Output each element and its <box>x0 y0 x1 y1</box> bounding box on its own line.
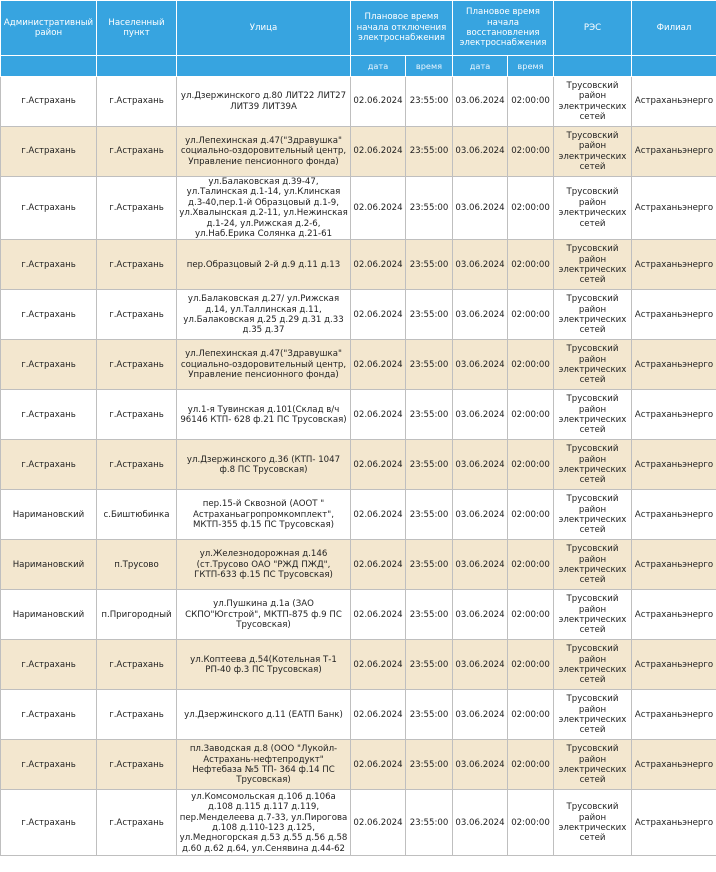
district-cell: г.Астрахань <box>1 390 97 440</box>
header-branch: Филиал <box>632 1 716 56</box>
on-time-cell: 02:00:00 <box>508 590 554 640</box>
street-cell: ул.Лепехинская д.47("Здравушка" социально-оздоровительный центр, Управление пенсионного фонда) <box>177 127 351 177</box>
res-cell: Трусовский район электрических сетей <box>554 240 632 290</box>
subheader-empty <box>177 56 351 77</box>
subheader-empty <box>632 56 716 77</box>
district-cell: г.Астрахань <box>1 640 97 690</box>
off-time-cell: 23:55:00 <box>406 127 453 177</box>
locality-cell: с.Биштюбинка <box>97 490 177 540</box>
locality-cell: п.Пригородный <box>97 590 177 640</box>
district-cell: г.Астрахань <box>1 740 97 790</box>
street-cell: ул.Дзержинского д.11 (ЕАТП Банк) <box>177 690 351 740</box>
branch-cell: Астраханьэнерго <box>632 77 716 127</box>
street-cell: ул.Дзержинского д.36 (КТП- 1047 ф.8 ПС Трусовская) <box>177 440 351 490</box>
table-row <box>1 590 716 640</box>
subheader-empty <box>97 56 177 77</box>
branch-cell: Астраханьэнерго <box>632 127 716 177</box>
branch-cell: Астраханьэнерго <box>632 290 716 340</box>
off-time-cell: 23:55:00 <box>406 690 453 740</box>
district-cell: г.Астрахань <box>1 790 97 856</box>
locality-cell: г.Астрахань <box>97 740 177 790</box>
off-date-cell: 02.06.2024 <box>351 690 406 740</box>
off-time-cell: 23:55:00 <box>406 490 453 540</box>
subheader-empty <box>1 56 97 77</box>
table-row <box>1 77 716 127</box>
branch-cell: Астраханьэнерго <box>632 590 716 640</box>
district-cell: г.Астрахань <box>1 77 97 127</box>
on-time-cell: 02:00:00 <box>508 127 554 177</box>
off-time-cell: 23:55:00 <box>406 290 453 340</box>
header-street: Улица <box>177 1 351 56</box>
header-res: РЭС <box>554 1 632 56</box>
on-date-cell: 03.06.2024 <box>453 490 508 540</box>
table-row <box>1 540 716 590</box>
res-cell: Трусовский район электрических сетей <box>554 290 632 340</box>
off-date-cell: 02.06.2024 <box>351 390 406 440</box>
branch-cell: Астраханьэнерго <box>632 177 716 240</box>
res-cell: Трусовский район электрических сетей <box>554 340 632 390</box>
res-cell: Трусовский район электрических сетей <box>554 790 632 856</box>
branch-cell: Астраханьэнерго <box>632 440 716 490</box>
table-row <box>1 240 716 290</box>
street-cell: пл.Заводская д.8 (ООО "Лукойл-Астрахань-нефтепродукт" Нефтебаза №5 ТП- 364 ф.14 ПС Трусовская) <box>177 740 351 790</box>
district-cell: г.Астрахань <box>1 240 97 290</box>
on-time-cell: 02:00:00 <box>508 540 554 590</box>
res-cell: Трусовский район электрических сетей <box>554 640 632 690</box>
street-cell: ул.Балаковская д.27/ ул.Рижская д.14, ул.Таллинская д.11, ул.Балаковская д.25 д.29 д.31 д.33 д.35 д.37 <box>177 290 351 340</box>
on-time-cell: 02:00:00 <box>508 290 554 340</box>
res-cell: Трусовский район электрических сетей <box>554 177 632 240</box>
res-cell: Трусовский район электрических сетей <box>554 77 632 127</box>
off-date-cell: 02.06.2024 <box>351 127 406 177</box>
district-cell: г.Астрахань <box>1 340 97 390</box>
street-cell: ул.Коптеева д.54(Котельная Т-1 РП-40 ф.3 ПС Трусовская) <box>177 640 351 690</box>
on-date-cell: 03.06.2024 <box>453 177 508 240</box>
on-date-cell: 03.06.2024 <box>453 440 508 490</box>
on-time-cell: 02:00:00 <box>508 790 554 856</box>
branch-cell: Астраханьэнерго <box>632 390 716 440</box>
res-cell: Трусовский район электрических сетей <box>554 590 632 640</box>
on-time-cell: 02:00:00 <box>508 340 554 390</box>
street-cell: ул.Дзержинского д.80 ЛИТ22 ЛИТ27 ЛИТ39 ЛИТ39А <box>177 77 351 127</box>
on-date-cell: 03.06.2024 <box>453 240 508 290</box>
header-off-time: Плановое время начала отключения электроснабжения <box>351 1 453 56</box>
subheader-on-date: дата <box>453 56 508 77</box>
off-time-cell: 23:55:00 <box>406 440 453 490</box>
locality-cell: г.Астрахань <box>97 340 177 390</box>
off-time-cell: 23:55:00 <box>406 390 453 440</box>
off-date-cell: 02.06.2024 <box>351 440 406 490</box>
table-row <box>1 640 716 690</box>
locality-cell: г.Астрахань <box>97 127 177 177</box>
locality-cell: г.Астрахань <box>97 640 177 690</box>
subheader-off-time: время <box>406 56 453 77</box>
district-cell: г.Астрахань <box>1 177 97 240</box>
header-locality: Населенный пункт <box>97 1 177 56</box>
table-row <box>1 440 716 490</box>
off-time-cell: 23:55:00 <box>406 240 453 290</box>
table-body <box>1 77 716 856</box>
off-time-cell: 23:55:00 <box>406 790 453 856</box>
locality-cell: г.Астрахань <box>97 390 177 440</box>
res-cell: Трусовский район электрических сетей <box>554 440 632 490</box>
table-row <box>1 490 716 540</box>
on-time-cell: 02:00:00 <box>508 490 554 540</box>
subheader-off-date: дата <box>351 56 406 77</box>
off-date-cell: 02.06.2024 <box>351 490 406 540</box>
table-header <box>1 1 716 77</box>
off-date-cell: 02.06.2024 <box>351 340 406 390</box>
on-date-cell: 03.06.2024 <box>453 790 508 856</box>
off-date-cell: 02.06.2024 <box>351 790 406 856</box>
off-date-cell: 02.06.2024 <box>351 290 406 340</box>
on-date-cell: 03.06.2024 <box>453 390 508 440</box>
res-cell: Трусовский район электрических сетей <box>554 740 632 790</box>
street-cell: пер.15-й Сквозной (АООТ " Астраханьагропромкомплект", МКТП-355 ф.15 ПС Трусовская) <box>177 490 351 540</box>
street-cell: ул.Железнодорожная д.146 (ст.Трусово ОАО "РЖД ПЖД", ГКТП-633 ф.15 ПС Трусовская) <box>177 540 351 590</box>
header-district: Административный район <box>1 1 97 56</box>
district-cell: г.Астрахань <box>1 440 97 490</box>
table-row <box>1 127 716 177</box>
locality-cell: п.Трусово <box>97 540 177 590</box>
branch-cell: Астраханьэнерго <box>632 240 716 290</box>
on-time-cell: 02:00:00 <box>508 640 554 690</box>
on-time-cell: 02:00:00 <box>508 240 554 290</box>
on-date-cell: 03.06.2024 <box>453 640 508 690</box>
on-date-cell: 03.06.2024 <box>453 290 508 340</box>
on-date-cell: 03.06.2024 <box>453 540 508 590</box>
district-cell: Наримановский <box>1 540 97 590</box>
off-time-cell: 23:55:00 <box>406 540 453 590</box>
off-time-cell: 23:55:00 <box>406 177 453 240</box>
subheader-empty <box>554 56 632 77</box>
off-time-cell: 23:55:00 <box>406 340 453 390</box>
locality-cell: г.Астрахань <box>97 177 177 240</box>
off-time-cell: 23:55:00 <box>406 740 453 790</box>
off-time-cell: 23:55:00 <box>406 640 453 690</box>
on-time-cell: 02:00:00 <box>508 690 554 740</box>
branch-cell: Астраханьэнерго <box>632 640 716 690</box>
on-date-cell: 03.06.2024 <box>453 340 508 390</box>
locality-cell: г.Астрахань <box>97 77 177 127</box>
on-time-cell: 02:00:00 <box>508 440 554 490</box>
district-cell: г.Астрахань <box>1 290 97 340</box>
branch-cell: Астраханьэнерго <box>632 790 716 856</box>
on-date-cell: 03.06.2024 <box>453 590 508 640</box>
off-date-cell: 02.06.2024 <box>351 240 406 290</box>
table-row <box>1 340 716 390</box>
district-cell: Наримановский <box>1 490 97 540</box>
street-cell: ул.Пушкина д.1а (ЗАО СКПО"Югстрой", МКТП-875 ф.9 ПС Трусовская) <box>177 590 351 640</box>
branch-cell: Астраханьэнерго <box>632 490 716 540</box>
street-cell: ул.1-я Тувинская д.101(Склад в/ч 96146 КТП- 628 ф.21 ПС Трусовская) <box>177 390 351 440</box>
on-date-cell: 03.06.2024 <box>453 740 508 790</box>
off-date-cell: 02.06.2024 <box>351 77 406 127</box>
off-time-cell: 23:55:00 <box>406 590 453 640</box>
res-cell: Трусовский район электрических сетей <box>554 690 632 740</box>
locality-cell: г.Астрахань <box>97 440 177 490</box>
off-date-cell: 02.06.2024 <box>351 740 406 790</box>
branch-cell: Астраханьэнерго <box>632 540 716 590</box>
branch-cell: Астраханьэнерго <box>632 340 716 390</box>
subheader-on-time: время <box>508 56 554 77</box>
district-cell: г.Астрахань <box>1 127 97 177</box>
on-time-cell: 02:00:00 <box>508 177 554 240</box>
table-row <box>1 740 716 790</box>
on-date-cell: 03.06.2024 <box>453 77 508 127</box>
table-row <box>1 790 716 856</box>
res-cell: Трусовский район электрических сетей <box>554 490 632 540</box>
on-time-cell: 02:00:00 <box>508 390 554 440</box>
district-cell: г.Астрахань <box>1 690 97 740</box>
table-row <box>1 290 716 340</box>
street-cell: ул.Комсомольская д.106 д.106а д.108 д.115 д.117 д.119, пер.Менделеева д.7-33, ул.Пирогова д.108 д.110-123 д.125, ул.Медногорская д.53 д.55 д.56 д.58 д.60 д.62 д.64, ул.Сенявина д.44-62 <box>177 790 351 856</box>
table-row <box>1 690 716 740</box>
off-date-cell: 02.06.2024 <box>351 540 406 590</box>
street-cell: ул.Лепехинская д.47("Здравушка" социально-оздоровительный центр, Управление пенсионного фонда) <box>177 340 351 390</box>
res-cell: Трусовский район электрических сетей <box>554 127 632 177</box>
district-cell: Наримановский <box>1 590 97 640</box>
locality-cell: г.Астрахань <box>97 690 177 740</box>
res-cell: Трусовский район электрических сетей <box>554 540 632 590</box>
off-date-cell: 02.06.2024 <box>351 640 406 690</box>
locality-cell: г.Астрахань <box>97 790 177 856</box>
off-time-cell: 23:55:00 <box>406 77 453 127</box>
header-restore-time: Плановое время начала восстановления электроснабжения <box>453 1 554 56</box>
table-row <box>1 390 716 440</box>
locality-cell: г.Астрахань <box>97 240 177 290</box>
on-time-cell: 02:00:00 <box>508 77 554 127</box>
off-date-cell: 02.06.2024 <box>351 590 406 640</box>
street-cell: ул.Балаковская д.39-47, ул.Талинская д.1-14, ул.Клинская д.3-40,пер.1-й Образцовый д.1-9, ул.Хвалынская д.2-11, ул.Нежинская д.1-24, ул.Рижская д.2-6, ул.Наб.Ерика Солянка д.21-61 <box>177 177 351 240</box>
res-cell: Трусовский район электрических сетей <box>554 390 632 440</box>
on-time-cell: 02:00:00 <box>508 740 554 790</box>
on-date-cell: 03.06.2024 <box>453 690 508 740</box>
off-date-cell: 02.06.2024 <box>351 177 406 240</box>
branch-cell: Астраханьэнерго <box>632 740 716 790</box>
branch-cell: Астраханьэнерго <box>632 690 716 740</box>
table-row <box>1 177 716 240</box>
locality-cell: г.Астрахань <box>97 290 177 340</box>
street-cell: пер.Образцовый 2-й д.9 д.11 д.13 <box>177 240 351 290</box>
on-date-cell: 03.06.2024 <box>453 127 508 177</box>
